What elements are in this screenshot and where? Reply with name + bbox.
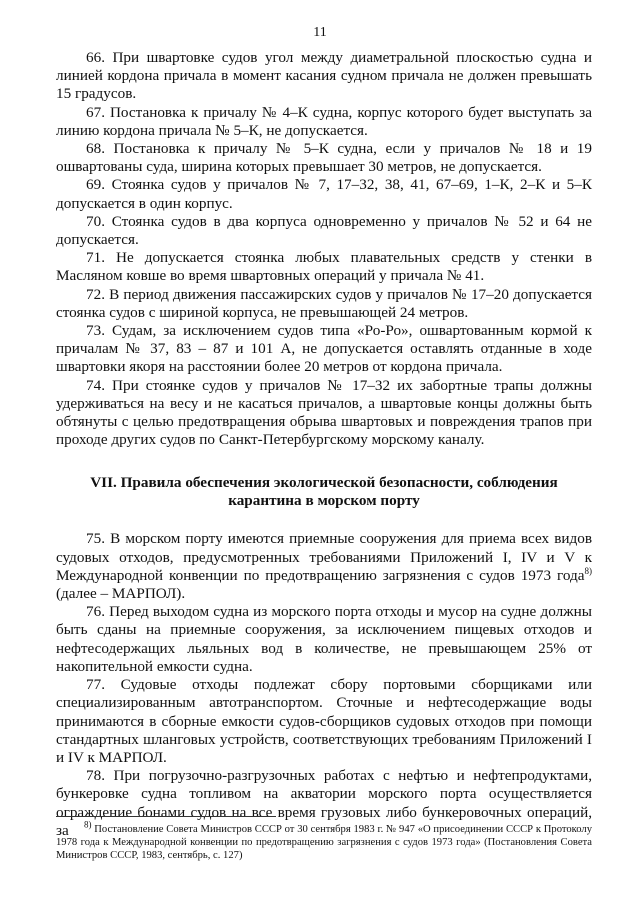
paragraph-67: 67. Постановка к причалу № 4–К судна, корпус которого будет выступать за линию кордона причала № 5–К, не допускается.	[56, 103, 592, 139]
page-number: 11	[313, 25, 327, 40]
body-text	[56, 49, 592, 840]
paragraph-77: 77. Судовые отходы подлежат сбору портовыми сборщиками или специализированным автотранспортом. Сточные и нефтесодержащие воды принимаются в сборные емкости судов-сборщиков судовых отходов при помощи стандартных шланговых устройств, соответствующих требованиям Приложений I и IV к МАРПОЛ.	[56, 676, 592, 766]
paragraph-74: 74. При стоянке судов у причалов № 17–32 их забортные трапы должны удерживаться на весу и не касаться причалов, а швартовые концы должны быть обтянуты с целью предотвращения обрыва швартовых и повреждения трапов при проходе других судов по Санкт-Петербургскому морскому каналу.	[56, 376, 592, 449]
footnote-reference: 8)	[584, 565, 592, 576]
paragraph-71: 71. Не допускается стоянка любых плавательных средств у стенки в Масляном ковше во время швартовных операций у причала № 41.	[56, 249, 592, 285]
paragraph-68: 68. Постановка к причалу № 5–К судна, если у причалов № 18 и 19 ошвартованы суда, ширина которых превышает 30 метров, не допускается.	[56, 140, 592, 176]
section-heading-line-2: карантина в морском порту	[228, 492, 420, 510]
footnote-text: Постановление Совета Министров СССР от 30 сентября 1983 г. № 947 «О присоединении СССР к Протоколу 1978 года к Международной конвенции по предотвращению загрязнения с судов 1973 года» (Постановления Совета Министров СССР, 1983, сентябрь, с. 127)	[56, 824, 592, 861]
section-heading-line-1: VII. Правила обеспечения экологической безопасности, соблюдения	[90, 474, 558, 492]
footnote-mark: 8)	[84, 819, 92, 830]
paragraph-69: 69. Стоянка судов у причалов № 7, 17–32, 38, 41, 67–69, 1–К, 2–К и 5–К допускается в один корпус.	[56, 176, 592, 212]
paragraph-75-text: 75. В морском порту имеются приемные сооружения для приема всех видов судовых отходов, предусмотренных требованиями Приложений I, IV и V к Международной конвенции по предотвращению загрязнения с судов 1973 года	[56, 530, 592, 584]
paragraph-70: 70. Стоянка судов в два корпуса одновременно у причалов № 52 и 64 не допускается.	[56, 212, 592, 249]
paragraph-66: 66. При швартовке судов угол между диаметральной плоскостью судна и линией кордона причала в момент касания судном причала не должен превышать 15 градусов.	[56, 49, 592, 103]
footnote-area	[56, 816, 592, 862]
paragraph-76: 76. Перед выходом судна из морского порта отходы и мусор на судне должны быть сданы на приемные сооружения, за исключением пищевых отходов и нефтесодержащих льяльных вод в количестве, не превышающем 25% от накопительной емкости судна.	[56, 603, 592, 675]
paragraph-72: 72. В период движения пассажирских судов у причалов № 17–20 допускается стоянка судов с шириной корпуса, не превышающей 24 метров.	[56, 285, 592, 321]
section-heading	[56, 474, 592, 510]
footnote-8	[56, 819, 592, 862]
paragraph-75	[56, 530, 592, 603]
paragraph-73: 73. Судам, за исключением судов типа «Ро-Ро», ошвартованным кормой к причалам № 37, 83 – 87 и 101 А, не допускается оставлять отданные в ходе швартовки якоря на расстоянии более 20 метров от кордона причала.	[56, 322, 592, 376]
footnote-divider	[56, 816, 276, 817]
paragraph-78: 78. При погрузочно-разгрузочных работах с нефтью и нефтепродуктами, бункеровке судна топливом на акватории морского порта осуществляется ограждение бонами судов на все время грузовых либо бункеровочных операций, за	[56, 767, 592, 839]
paragraph-75-tail: (далее – МАРПОЛ).	[56, 585, 186, 603]
